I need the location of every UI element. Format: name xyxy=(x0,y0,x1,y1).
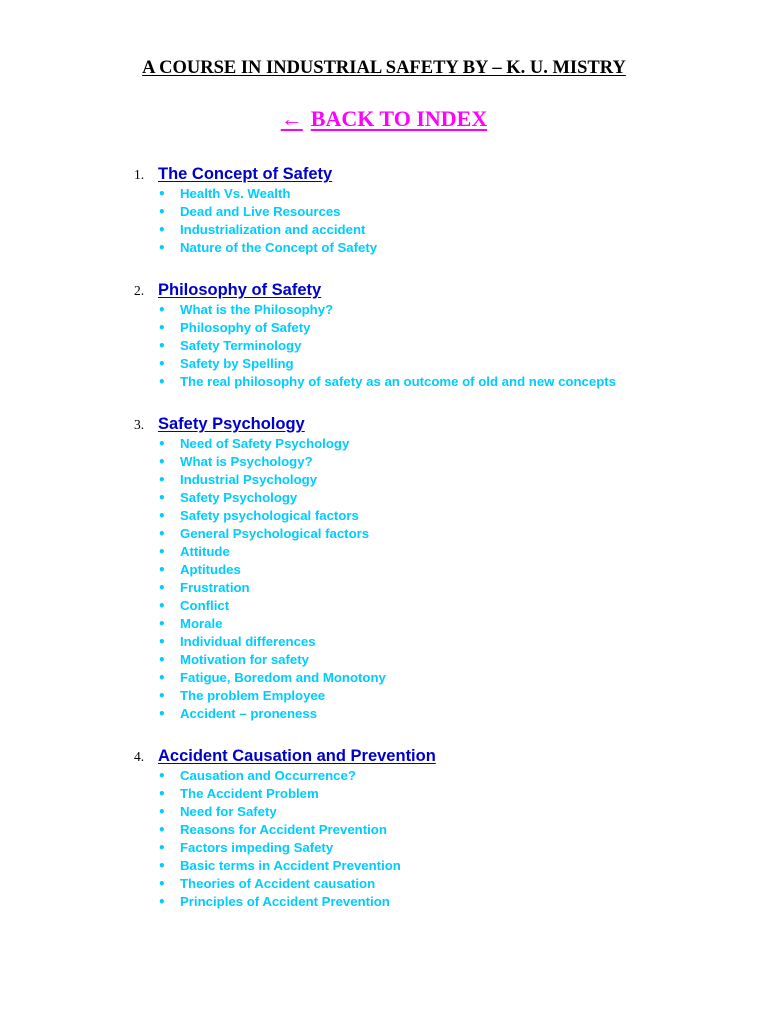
subtopic-item[interactable] xyxy=(158,543,768,561)
subtopic-item[interactable] xyxy=(158,687,768,705)
bullet-icon: • xyxy=(158,357,166,371)
bullet-icon: • xyxy=(158,205,166,219)
subtopic-item[interactable] xyxy=(158,221,768,239)
subtopic-label: Philosophy of Safety xyxy=(180,320,311,335)
subtopic-list xyxy=(158,435,768,723)
section-title-link[interactable]: Accident Causation and Prevention xyxy=(158,747,436,765)
subtopic-label: Frustration xyxy=(180,580,250,595)
toc-section xyxy=(0,413,768,723)
subtopic-label: What is the Philosophy? xyxy=(180,302,334,317)
table-of-contents xyxy=(0,163,768,933)
subtopic-label: Individual differences xyxy=(180,634,316,649)
bullet-icon: • xyxy=(158,339,166,353)
subtopic-label: Reasons for Accident Prevention xyxy=(180,822,387,837)
bullet-icon: • xyxy=(158,787,166,801)
bullet-icon: • xyxy=(158,223,166,237)
subtopic-label: The real philosophy of safety as an outcome of old and new concepts xyxy=(180,374,616,389)
subtopic-item[interactable] xyxy=(158,319,768,337)
bullet-icon: • xyxy=(158,707,166,721)
subtopic-item[interactable] xyxy=(158,561,768,579)
subtopic-item[interactable] xyxy=(158,507,768,525)
subtopic-label: Safety psychological factors xyxy=(180,508,359,523)
subtopic-item[interactable] xyxy=(158,767,768,785)
subtopic-label: Conflict xyxy=(180,598,230,613)
subtopic-item[interactable] xyxy=(158,651,768,669)
bullet-icon: • xyxy=(158,375,166,389)
subtopic-label: Morale xyxy=(180,616,223,631)
subtopic-label: Industrial Psychology xyxy=(180,472,318,487)
subtopic-label: Attitude xyxy=(180,544,230,559)
subtopic-item[interactable] xyxy=(158,471,768,489)
back-to-index-label: BACK TO INDEX xyxy=(310,106,488,131)
subtopic-label: General Psychological factors xyxy=(180,526,370,541)
bullet-icon: • xyxy=(158,617,166,631)
document-title: A COURSE IN INDUSTRIAL SAFETY BY – K. U. MISTRY xyxy=(142,58,626,78)
subtopic-label: What is Psychology? xyxy=(180,454,313,469)
bullet-icon: • xyxy=(158,859,166,873)
subtopic-item[interactable] xyxy=(158,337,768,355)
bullet-icon: • xyxy=(158,823,166,837)
subtopic-item[interactable] xyxy=(158,435,768,453)
subtopic-label: Aptitudes xyxy=(180,562,241,577)
subtopic-item[interactable] xyxy=(158,301,768,319)
subtopic-item[interactable] xyxy=(158,839,768,857)
subtopic-label: Factors impeding Safety xyxy=(180,840,334,855)
bullet-icon: • xyxy=(158,581,166,595)
bullet-icon: • xyxy=(158,895,166,909)
bullet-icon: • xyxy=(158,437,166,451)
subtopic-item[interactable] xyxy=(158,373,768,391)
bullet-icon: • xyxy=(158,321,166,335)
subtopic-label: Causation and Occurrence? xyxy=(180,768,356,783)
toc-section xyxy=(0,279,768,391)
subtopic-item[interactable] xyxy=(158,821,768,839)
subtopic-label: The Accident Problem xyxy=(180,786,319,801)
subtopic-label: Safety Terminology xyxy=(180,338,302,353)
bullet-icon: • xyxy=(158,527,166,541)
section-number: 2. xyxy=(134,283,145,298)
subtopic-item[interactable] xyxy=(158,633,768,651)
subtopic-label: The problem Employee xyxy=(180,688,326,703)
subtopic-label: Industrialization and accident xyxy=(180,222,366,237)
bullet-icon: • xyxy=(158,635,166,649)
bullet-icon: • xyxy=(158,671,166,685)
section-title-link[interactable]: The Concept of Safety xyxy=(158,165,333,183)
bullet-icon: • xyxy=(158,689,166,703)
subtopic-label: Principles of Accident Prevention xyxy=(180,894,390,909)
subtopic-label: Nature of the Concept of Safety xyxy=(180,240,378,255)
subtopic-label: Need for Safety xyxy=(180,804,277,819)
bullet-icon: • xyxy=(158,769,166,783)
left-arrow-icon: ← xyxy=(280,106,303,131)
bullet-icon: • xyxy=(158,877,166,891)
toc-section xyxy=(0,745,768,911)
subtopic-label: Basic terms in Accident Prevention xyxy=(180,858,401,873)
bullet-icon: • xyxy=(158,491,166,505)
subtopic-label: Safety Psychology xyxy=(180,490,298,505)
subtopic-item[interactable] xyxy=(158,803,768,821)
section-title-link[interactable]: Philosophy of Safety xyxy=(158,281,322,299)
subtopic-item[interactable] xyxy=(158,489,768,507)
subtopic-item[interactable] xyxy=(158,203,768,221)
bullet-icon: • xyxy=(158,187,166,201)
subtopic-item[interactable] xyxy=(158,705,768,723)
bullet-icon: • xyxy=(158,563,166,577)
bullet-icon: • xyxy=(158,545,166,559)
subtopic-list xyxy=(158,185,768,257)
subtopic-item[interactable] xyxy=(158,355,768,373)
subtopic-item[interactable] xyxy=(158,239,768,257)
section-number: 4. xyxy=(134,749,145,764)
subtopic-item[interactable] xyxy=(158,615,768,633)
section-title-link[interactable]: Safety Psychology xyxy=(158,415,305,433)
subtopic-item[interactable] xyxy=(158,579,768,597)
subtopic-item[interactable] xyxy=(158,185,768,203)
section-number: 3. xyxy=(134,417,145,432)
subtopic-label: Theories of Accident causation xyxy=(180,876,376,891)
subtopic-label: Accident – proneness xyxy=(180,706,318,721)
subtopic-label: Need of Safety Psychology xyxy=(180,436,350,451)
bullet-icon: • xyxy=(158,841,166,855)
back-to-index-link[interactable] xyxy=(0,106,768,132)
subtopic-item[interactable] xyxy=(158,525,768,543)
subtopic-label: Safety by Spelling xyxy=(180,356,294,371)
subtopic-list xyxy=(158,301,768,391)
section-number: 1. xyxy=(134,167,145,182)
subtopic-item[interactable] xyxy=(158,875,768,893)
bullet-icon: • xyxy=(158,455,166,469)
subtopic-item[interactable] xyxy=(158,453,768,471)
bullet-icon: • xyxy=(158,241,166,255)
subtopic-list xyxy=(158,767,768,911)
bullet-icon: • xyxy=(158,653,166,667)
subtopic-item[interactable] xyxy=(158,785,768,803)
subtopic-item[interactable] xyxy=(158,893,768,911)
subtopic-label: Motivation for safety xyxy=(180,652,309,667)
toc-section xyxy=(0,163,768,257)
bullet-icon: • xyxy=(158,599,166,613)
subtopic-item[interactable] xyxy=(158,669,768,687)
bullet-icon: • xyxy=(158,473,166,487)
bullet-icon: • xyxy=(158,805,166,819)
subtopic-item[interactable] xyxy=(158,857,768,875)
subtopic-label: Health Vs. Wealth xyxy=(180,186,291,201)
subtopic-item[interactable] xyxy=(158,597,768,615)
bullet-icon: • xyxy=(158,303,166,317)
subtopic-label: Fatigue, Boredom and Monotony xyxy=(180,670,386,685)
bullet-icon: • xyxy=(158,509,166,523)
subtopic-label: Dead and Live Resources xyxy=(180,204,341,219)
